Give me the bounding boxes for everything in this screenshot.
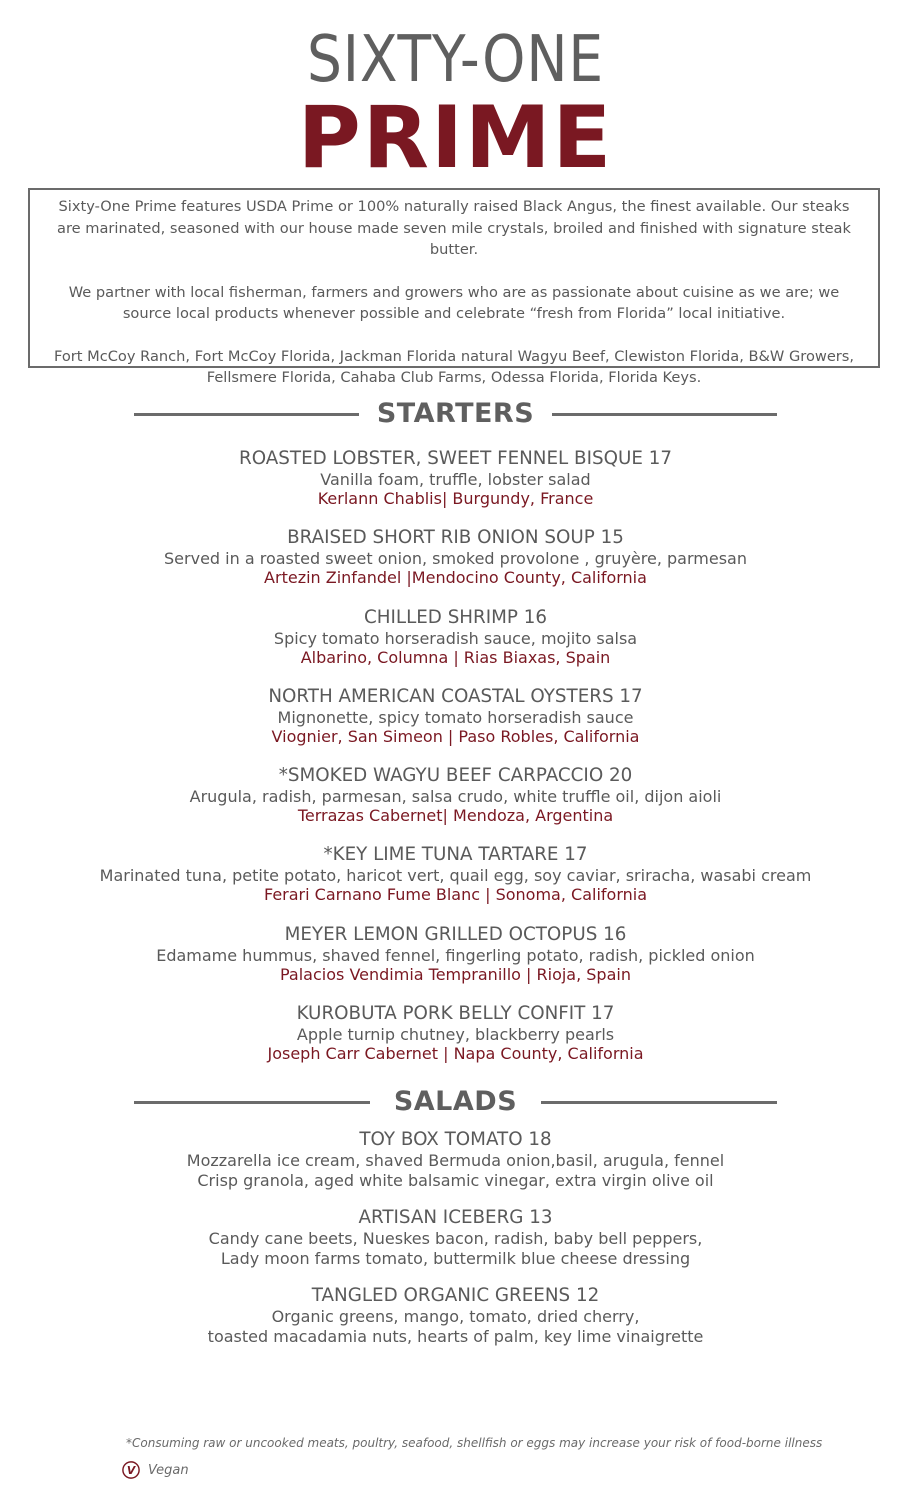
item-description: Mignonette, spicy tomato horseradish sauce (277, 707, 634, 727)
item-name: NORTH AMERICAN COASTAL OYSTERS 17 (268, 685, 643, 707)
item-wine-pairing: Palacios Vendimia Tempranillo | Rioja, Spain (280, 964, 631, 984)
item-name: TOY BOX TOMATO 18 (359, 1129, 552, 1150)
item-description: Edamame hummus, shaved fennel, fingerling potato, radish, pickled onion (156, 945, 755, 965)
vegan-icon (122, 1461, 140, 1479)
menu-item (0, 1207, 911, 1285)
item-name: MEYER LEMON GRILLED OCTOPUS 16 (284, 923, 627, 945)
starters-heading-label: STARTERS (376, 398, 535, 429)
item-description: Spicy tomato horseradish sauce, mojito salsa (273, 628, 638, 648)
vegan-legend (122, 1461, 189, 1479)
item-name: ARTISAN ICEBERG 13 (358, 1207, 553, 1228)
item-wine-pairing: Ferari Carnano Fume Blanc | Sonoma, California (263, 885, 648, 905)
menu-item (0, 1003, 911, 1082)
item-name: *SMOKED WAGYU BEEF CARPACCIO 20 (278, 765, 633, 787)
vegan-icon-letter: V (126, 1464, 136, 1478)
menu-item (0, 686, 911, 765)
salads-heading (0, 1085, 911, 1119)
item-name: CHILLED SHRIMP 16 (363, 606, 548, 628)
menu-item (0, 527, 911, 606)
item-wine-pairing: Joseph Carr Cabernet | Napa County, California (267, 1044, 644, 1064)
item-description: Organic greens, mango, tomato, dried cherry, (271, 1307, 640, 1326)
raw-food-footnote: *Consuming raw or uncooked meats, poultry, seafood, shellfish or eggs may increase your risk of food-borne illness (126, 1436, 823, 1450)
menu-item (0, 1129, 911, 1207)
item-description: Arugula, radish, parmesan, salsa crudo, white truffle oil, dijon aioli (189, 787, 722, 807)
item-description: Mozzarella ice cream, shaved Bermuda onion,basil, arugula, fennel (186, 1151, 725, 1170)
item-description: Served in a roasted sweet onion, smoked provolone , gruyère, parmesan (164, 549, 747, 569)
item-name: BRAISED SHORT RIB ONION SOUP 15 (287, 527, 624, 549)
item-description: Apple turnip chutney, blackberry pearls (296, 1025, 615, 1045)
item-name: ROASTED LOBSTER, SWEET FENNEL BISQUE 17 (239, 448, 672, 469)
menu-title-top: SIXTY-ONE (306, 23, 605, 97)
starters-list (0, 448, 911, 1082)
menu-item (0, 448, 911, 527)
item-description: Vanilla foam, truffle, lobster salad (320, 470, 591, 489)
item-wine-pairing: Terrazas Cabernet| Mendoza, Argentina (297, 806, 614, 826)
menu-item (0, 1285, 911, 1363)
menu-item (0, 924, 911, 1003)
item-description: Marinated tuna, petite potato, haricot vert, quail egg, soy caviar, sriracha, wasabi cream (99, 866, 812, 886)
intro-paragraph: We partner with local fisherman, farmers and growers who are as passionate about cuisine as we are; we source local products whenever possible and celebrate “fresh from Florida” local initiative. (68, 283, 840, 322)
item-name: KUROBUTA PORK BELLY CONFIT 17 (296, 1003, 615, 1025)
vegan-label: Vegan (148, 1462, 189, 1478)
item-name: TANGLED ORGANIC GREENS 12 (311, 1285, 600, 1306)
salads-heading-label: SALADS (393, 1086, 518, 1117)
item-description: Crisp granola, aged white balsamic vinegar, extra virgin olive oil (197, 1170, 714, 1190)
intro-paragraph: Sixty-One Prime features USDA Prime or 100% naturally raised Black Angus, the finest available. Our steaks are marinated, seasoned with our house made seven mile crystals, broiled and finished with signature steak butter. (57, 198, 851, 258)
menu-item (0, 607, 911, 686)
item-wine-pairing: Artezin Zinfandel |Mendocino County, California (264, 568, 647, 588)
item-wine-pairing: Kerlann Chablis| Burgundy, France (317, 489, 594, 508)
item-wine-pairing: Viognier, San Simeon | Paso Robles, California (271, 726, 640, 746)
menu-item (0, 765, 911, 844)
menu-item (0, 844, 911, 923)
item-description: toasted macadamia nuts, hearts of palm, key lime vinaigrette (207, 1326, 704, 1346)
intro-paragraph: Fort McCoy Ranch, Fort McCoy Florida, Jackman Florida natural Wagyu Beef, Clewiston Florida, B&W Growers, Fellsmere Florida, Cahaba Club Farms, Odessa Florida, Florida Keys. (53, 347, 855, 386)
salads-list (0, 1129, 911, 1363)
starters-heading (0, 397, 911, 431)
item-description: Candy cane beets, Nueskes bacon, radish, baby bell peppers, (208, 1229, 703, 1248)
menu-title-prime: PRIME (297, 88, 614, 188)
item-wine-pairing: Albarino, Columna | Rias Biaxas, Spain (300, 647, 611, 667)
item-name: *KEY LIME TUNA TARTARE 17 (323, 844, 588, 866)
intro-box (28, 188, 880, 386)
item-description: Lady moon farms tomato, buttermilk blue cheese dressing (220, 1248, 691, 1268)
